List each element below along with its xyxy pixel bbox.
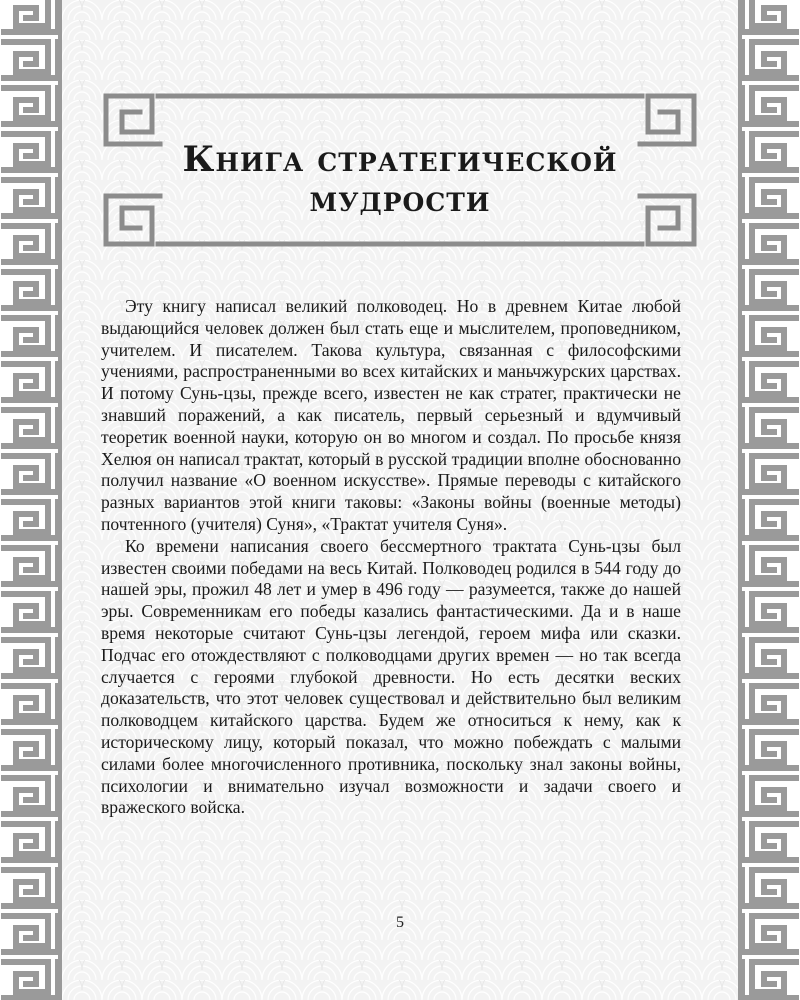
paragraph-2: Ко времени написания своего бессмертного трактата Сунь-цзы был известен своими победами на весь Китай. Полководец родился в 544 году до нашей эры, прожил 48 лет и умер в 496 году — разумеется, также до нашей эры. Современникам его победы казались фантастическими. Да и в наше время некоторые считают Сунь-цзы легендой, героем мифа или сказки. Подчас его отождествляют с полководцами других времен — но так всегда случается с героями глубокой древности. Но есть десятки веских доказательств, что этот человек существовал и действительно был великим полководцем китайского царства. Будем же относиться к нему, как к историческому лицу, который показал, что можно побеждать с малыми силами более многочисленного противника, поскольку знал законы войны, психологии и внимательно изучал возможности и задачи своего и вражеского войска. [101, 535, 681, 818]
title-line-2: мудрости [309, 179, 491, 220]
paragraph-1: Эту книгу написал великий полководец. Но в древнем Китае любой выдающийся человек должен был стать еще и мыслителем, проповедником, учителем. И писателем. Такова культура, связанная с философскими учениями, распространенными во всех китайских и маньчжурских царствах. И потому Сунь-цзы, прежде всего, известен не как стратег, практически не знавший поражений, а как писатель, первый серьезный и вдумчивый теоретик военной науки, которую он во многом и создал. По просьбе князя Хелюя он написал трактат, который в русской традиции вполне обоснованно получил название «О военном искусстве». Прямые переводы с китайского разных вариантов этой книги таковы: «Законы войны (военные методы) почтенного (учителя) Суня», «Трактат учителя Суня». [101, 296, 681, 534]
body-text [101, 296, 681, 819]
page-title [100, 140, 700, 220]
page-number: 5 [396, 914, 404, 931]
title-line-1: Книга стратегической [182, 139, 618, 180]
page [62, 0, 738, 1000]
title-frame [100, 92, 700, 248]
left-greek-key-border [0, 0, 62, 1000]
right-greek-key-border [738, 0, 800, 1000]
